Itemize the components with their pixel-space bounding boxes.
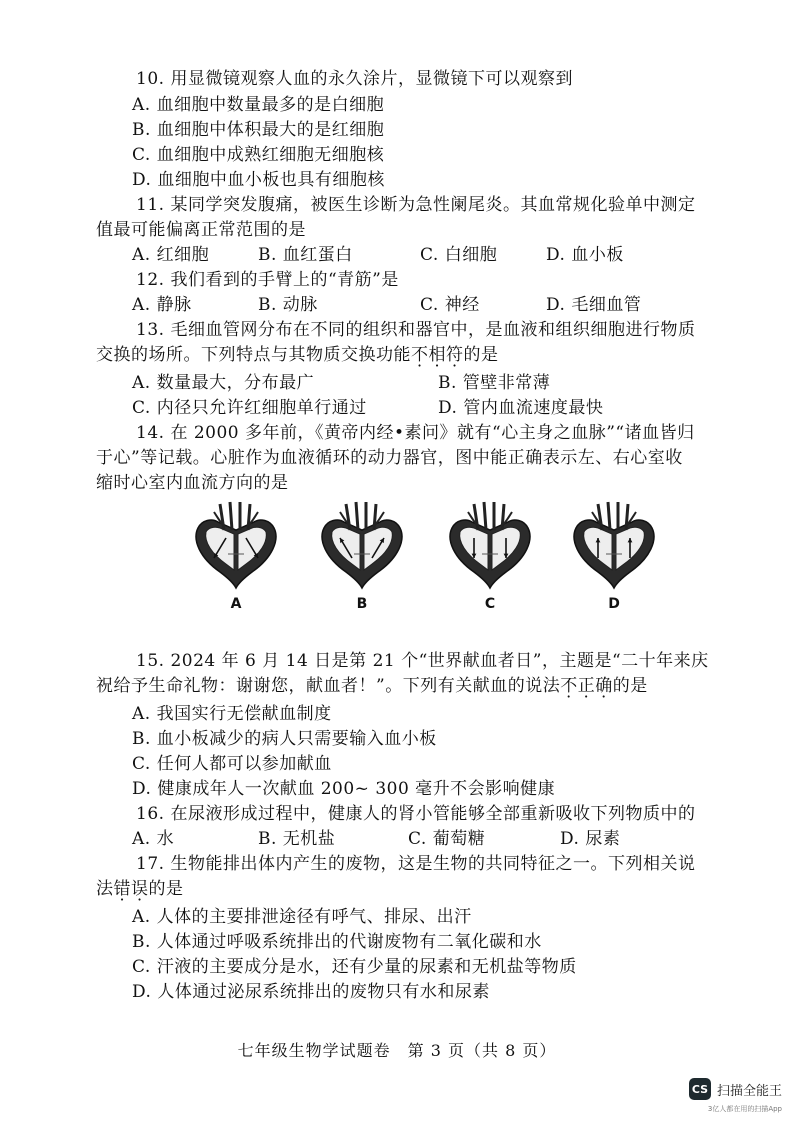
q13-option-c: C. 内径只允许红细胞单行通过	[132, 398, 367, 418]
page-footer: 七年级生物学试题卷 第 3 页（共 8 页）	[237, 1041, 557, 1060]
q13-option-a: A. 数量最大，分布最广	[132, 373, 315, 393]
q17-option-b: B. 人体通过呼吸系统排出的代谢废物有二氧化碳和水	[132, 932, 542, 952]
q13-stem-line1: 13. 毛细血管网分布在不同的组织和器官中，是血液和组织细胞进行物质	[136, 320, 696, 340]
q16-stem: 16. 在尿液形成过程中，健康人的肾小管能够全部重新吸收下列物质中的	[136, 804, 696, 824]
q13-option-b: B. 管壁非常薄	[438, 373, 551, 393]
q10-option-d: D. 血细胞中血小板也具有细胞核	[132, 170, 385, 190]
scanner-watermark	[689, 1078, 782, 1113]
q14-stem-line1: 14. 在 2000 多年前，《黄帝内经•素问》就有“心主身之血脉”“诸血皆归	[136, 423, 695, 443]
figure-label-d: D	[608, 596, 620, 612]
q15-option-d: D. 健康成年人一次献血 200~ 300 毫升不会影响健康	[132, 779, 556, 799]
q12-option-a: A. 静脉	[132, 295, 192, 315]
heart-diagram-icon	[444, 500, 536, 590]
emphasis-char: 符	[446, 345, 464, 365]
q13-option-d: D. 管内血流速度最快	[438, 398, 604, 418]
q11-stem-line2: 值最可能偏离正常范围的是	[96, 220, 306, 240]
q16-option-d: D. 尿素	[560, 829, 621, 849]
q16-option-c: C. 葡萄糖	[408, 829, 486, 849]
q12-stem: 12. 我们看到的手臂上的“青筋”是	[136, 270, 399, 290]
q11-option-a: A. 红细胞	[132, 245, 210, 265]
heart-diagram-icon	[190, 500, 282, 590]
figure-label-c: C	[484, 596, 496, 612]
heart-figure-d	[566, 500, 662, 612]
q10-option-a: A. 血细胞中数量最多的是白细胞	[132, 95, 385, 115]
emphasis-char: 相	[428, 345, 446, 365]
q11-option-c: C. 白细胞	[420, 245, 498, 265]
heart-figure-b	[314, 500, 410, 612]
emphasis-char: 错	[113, 879, 131, 899]
q17-option-c: C. 汗液的主要成分是水，还有少量的尿素和无机盐等物质	[132, 957, 577, 977]
q17-option-d: D. 人体通过泌尿系统排出的废物只有水和尿素	[132, 982, 490, 1002]
emphasis-char: 不	[560, 676, 578, 696]
q13-stem-line2: 交换的场所。下列特点与其物质交换功能不相符的是	[96, 345, 499, 365]
q16-option-b: B. 无机盐	[258, 829, 336, 849]
q12-option-b: B. 动脉	[258, 295, 318, 315]
q17-stem-line2: 法错误的是	[96, 879, 184, 899]
q17-stem-line1: 17. 生物能排出体内产生的废物，这是生物的共同特征之一。下列相关说	[136, 854, 696, 874]
q12-option-d: D. 毛细血管	[546, 295, 642, 315]
q14-stem-line3: 缩时心室内血流方向的是	[96, 473, 289, 493]
q14-stem-line2: 于心”等记载。心脏作为血液循环的动力器官，图中能正确表示左、右心室收	[96, 448, 683, 468]
q12-option-c: C. 神经	[420, 295, 480, 315]
q10-option-b: B. 血细胞中体积最大的是红细胞	[132, 120, 385, 140]
heart-diagram-icon	[568, 500, 660, 590]
watermark-name: 扫描全能王	[716, 1083, 782, 1099]
q15-option-c: C. 任何人都可以参加献血	[132, 754, 332, 774]
heart-figure-c	[442, 500, 538, 612]
q11-option-d: D. 血小板	[546, 245, 624, 265]
q17-option-a: A. 人体的主要排泄途径有呼气、排尿、出汗	[132, 907, 472, 927]
emphasis-char: 不	[411, 345, 429, 365]
q15-option-b: B. 血小板减少的病人只需要输入血小板	[132, 729, 437, 749]
emphasis-char: 误	[131, 879, 149, 899]
watermark-tagline: 3亿人都在用的扫描App	[707, 1105, 782, 1113]
camscanner-logo-icon: CS	[689, 1078, 711, 1100]
q10-option-c: C. 血细胞中成熟红细胞无细胞核	[132, 145, 385, 165]
heart-figure-a	[188, 500, 284, 612]
q11-option-b: B. 血红蛋白	[258, 245, 353, 265]
figure-label-a: A	[230, 596, 242, 612]
q16-option-a: A. 水	[132, 829, 175, 849]
heart-diagram-icon	[316, 500, 408, 590]
q15-option-a: A. 我国实行无偿献血制度	[132, 704, 332, 724]
q11-stem-line1: 11. 某同学突发腹痛，被医生诊断为急性阑尾炎。其血常规化验单中测定	[136, 195, 696, 215]
figure-label-b: B	[356, 596, 368, 612]
emphasis-char: 确	[595, 676, 613, 696]
q10-stem: 10. 用显微镜观察人血的永久涂片，显微镜下可以观察到	[136, 69, 573, 89]
q15-stem-line2: 祝给予生命礼物：谢谢您，献血者！”。下列有关献血的说法不正确的是	[96, 676, 648, 696]
emphasis-char: 正	[577, 676, 596, 696]
q15-stem-line1: 15. 2024 年 6 月 14 日是第 21 个“世界献血者日”，主题是“二十年来庆	[136, 651, 709, 671]
